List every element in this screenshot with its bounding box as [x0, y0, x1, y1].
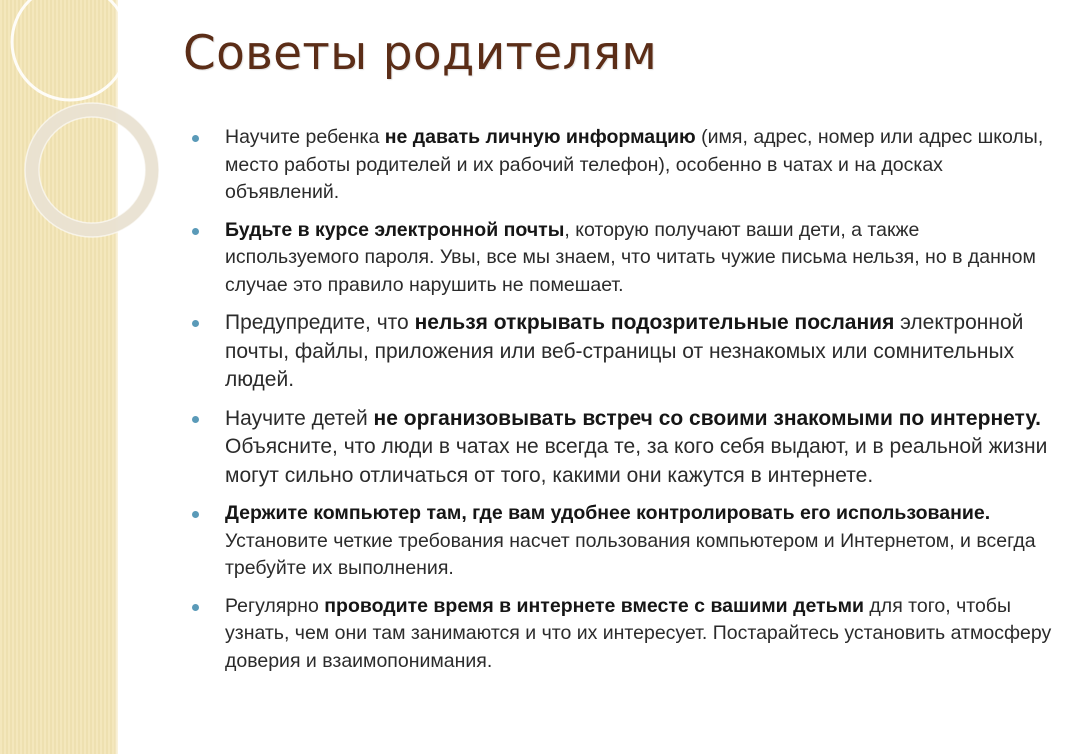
tip-item-3 [186, 309, 1058, 395]
bullet-icon [192, 135, 199, 142]
tip-text-before: Научите детей [225, 406, 374, 430]
decorative-circle-large [12, 0, 128, 100]
tip-item-2 [186, 217, 1058, 300]
bullet-icon [192, 511, 199, 518]
bullet-icon [192, 604, 199, 611]
tip-text-after: Объясните, что люди в чатах не всегда те, за кого себя выдают, и в реальной жизни могут сильно отличаться от того, какими они кажутся в интернете. [225, 435, 1048, 487]
tips-list [186, 124, 1058, 675]
tip-text-bold: не организовывать встреч со своими знакомыми по интернету. [373, 406, 1042, 430]
decorative-ring [32, 110, 152, 230]
tip-item-6 [186, 593, 1058, 676]
tip-text-after: электронной почты, файлы, приложения или веб-страницы от незнакомых или сомнительных людей. [225, 311, 1024, 391]
tip-text-bold: Будьте в курсе электронной почты [225, 218, 565, 241]
tip-text-bold: нельзя открывать подозрительные послания [414, 311, 895, 334]
tip-item-4 [186, 405, 1058, 491]
slide-title: Советы родителям [183, 26, 658, 81]
decorative-circles [0, 0, 160, 260]
tip-text-before: Регулярно [225, 594, 325, 617]
decorative-ring-inner-edge [39, 117, 145, 223]
tip-text-after: Установите четкие требования насчет пользования компьютером и Интернетом, и всегда требуйте их выполнения. [225, 529, 1036, 579]
tip-text-bold: проводите время в интернете вместе с вашими детьми [324, 594, 865, 617]
tip-text-bold: не давать личную информацию [384, 126, 696, 148]
tip-text-after: для того, чтобы узнать, чем они там занимаются и что их интересует. Постарайтесь установить атмосферу доверия и взаимопонимания. [225, 594, 1052, 672]
bullet-icon [192, 228, 199, 235]
tip-text-bold: Держите компьютер там, где вам удобнее контролировать его использование. [225, 502, 991, 524]
bullet-icon [192, 416, 199, 423]
tip-text-before: Научите ребенка [225, 126, 385, 148]
tip-text-before: Предупредите, что [225, 311, 415, 334]
tip-text-after: , которую получают ваши дети, а также используемого пароля. Увы, все мы знаем, что читать чужие письма нельзя, но в данном случае это правило нарушить не помешает. [225, 218, 1036, 296]
bullet-icon [192, 320, 199, 327]
tip-item-1 [186, 124, 1058, 207]
decorative-ring-outer-edge [25, 103, 159, 237]
tip-item-5 [186, 500, 1058, 583]
tip-text-after: (имя, адрес, номер или адрес школы, место работы родителей и их рабочий телефон), особенно в чатах и на досках объявлений. [225, 126, 1044, 203]
